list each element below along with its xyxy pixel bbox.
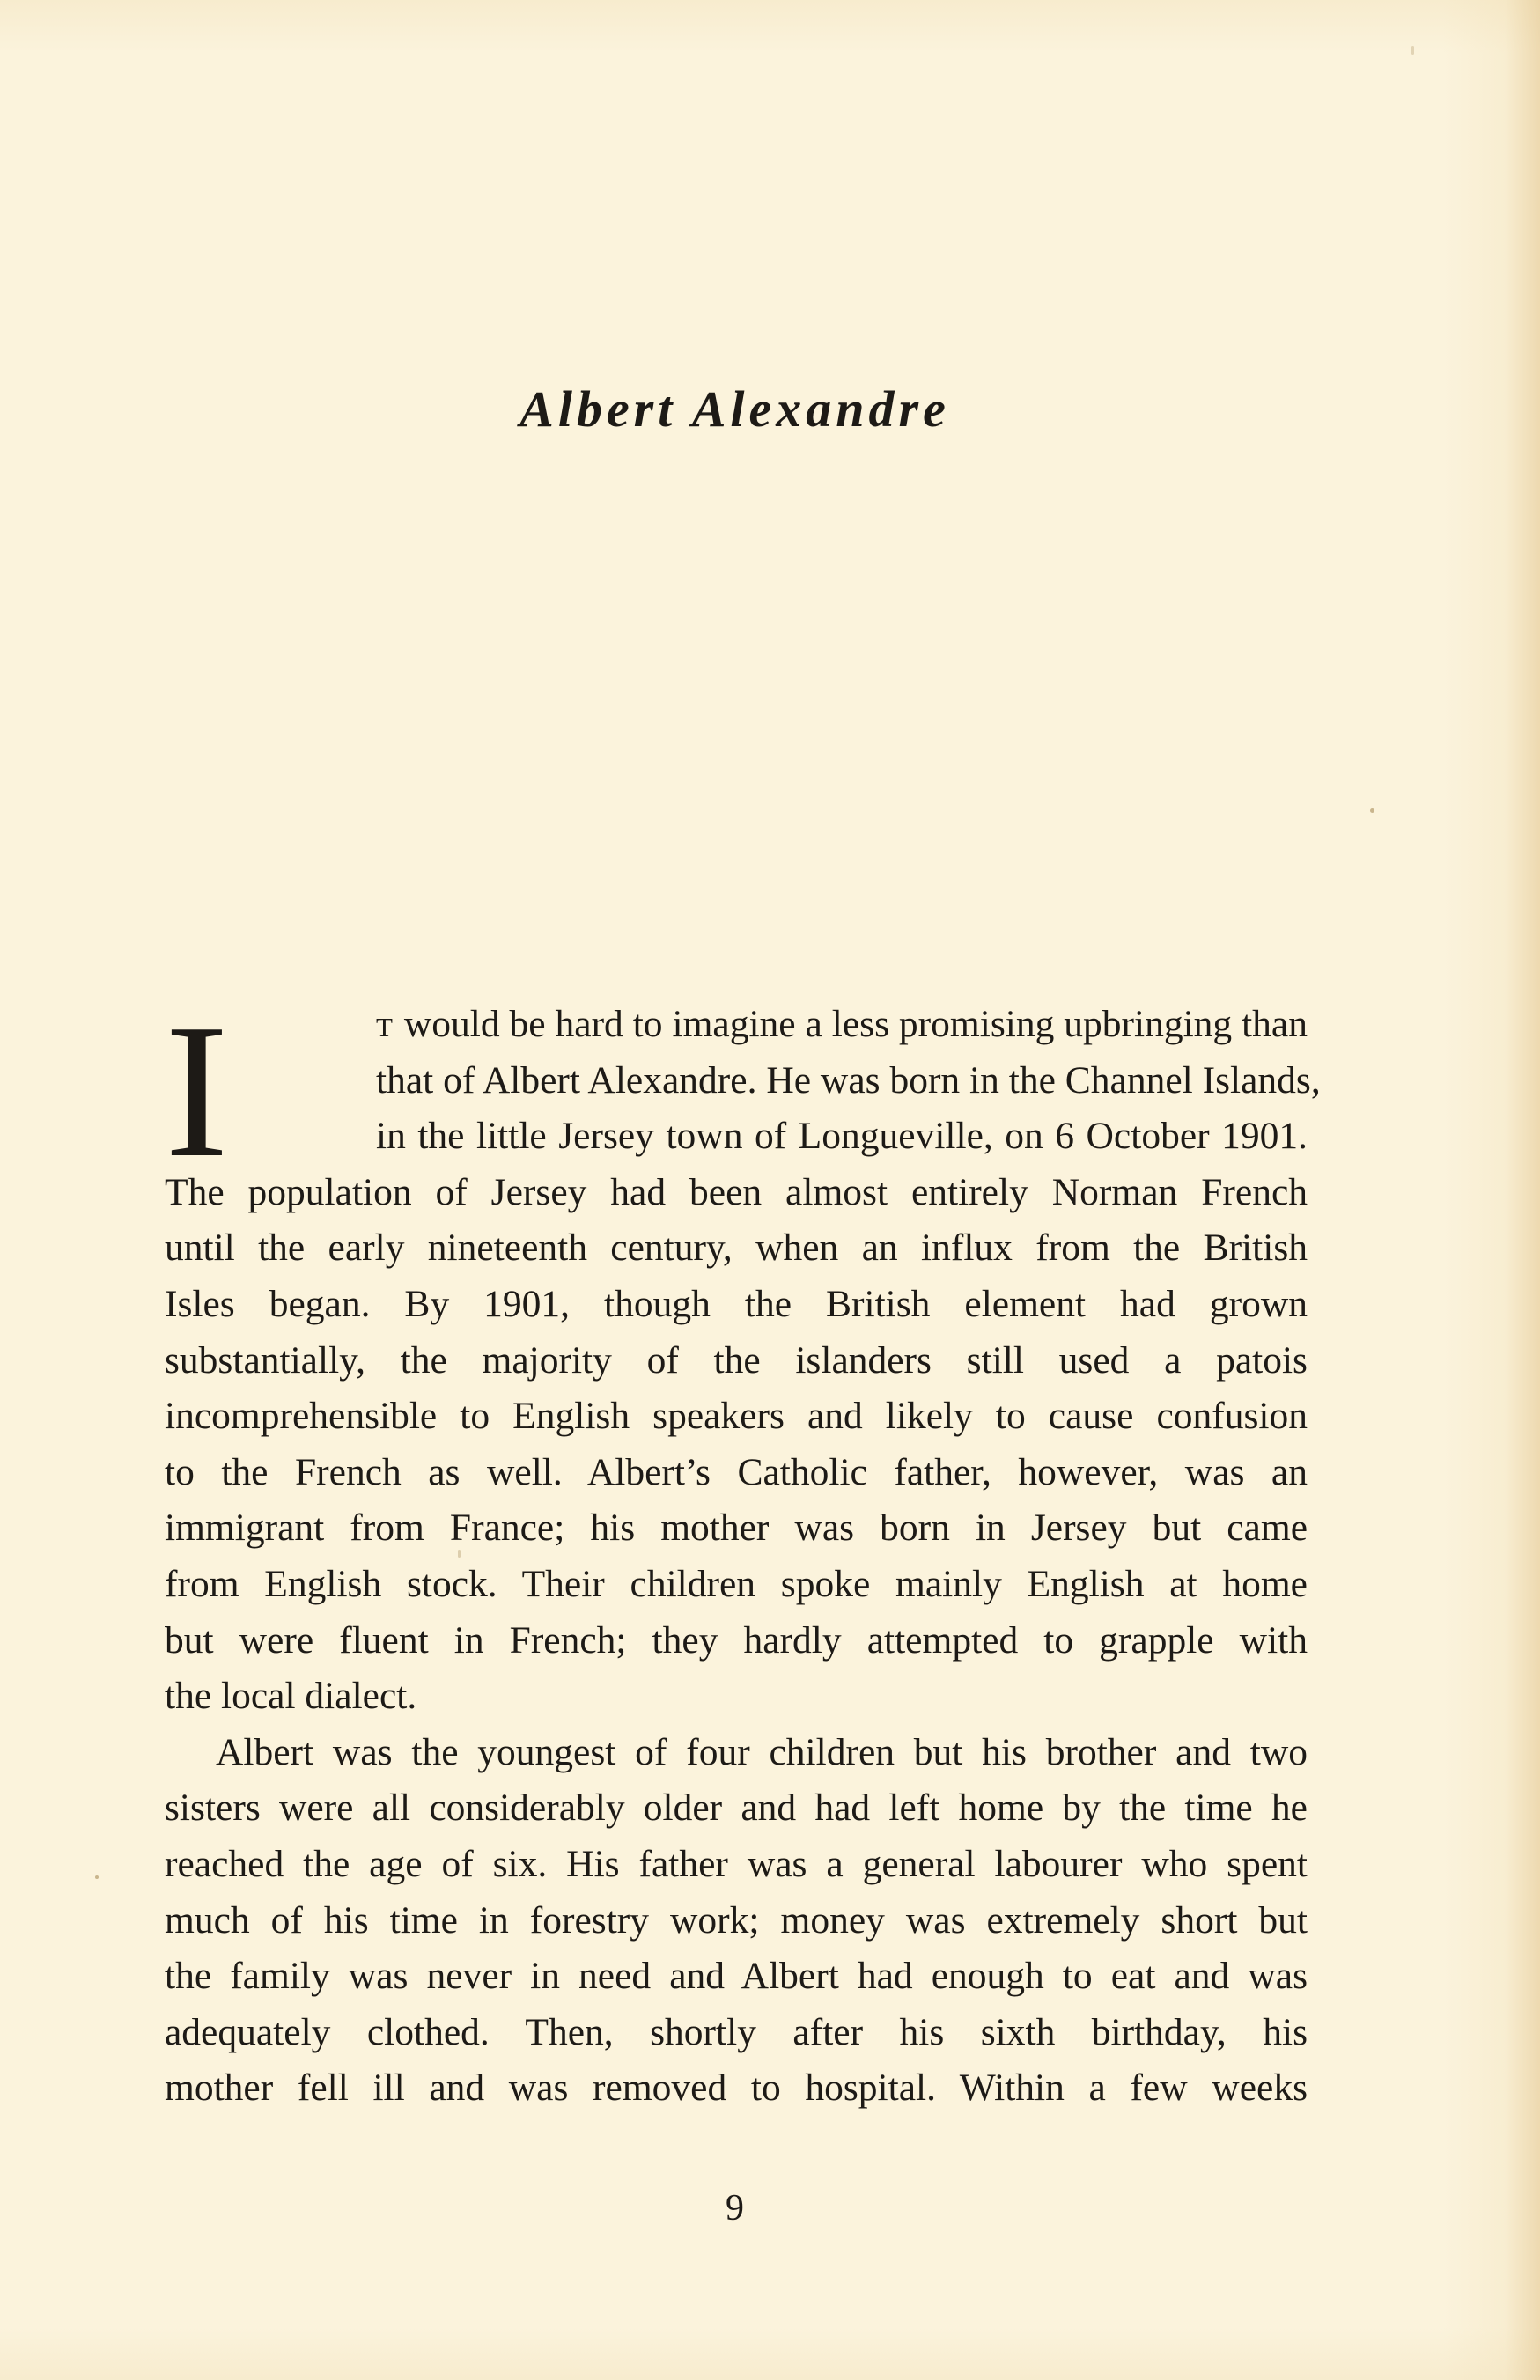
text-line: Isles began. By 1901, though the British element had grown (165, 1282, 1308, 1325)
page-number: 9 (726, 2188, 744, 2229)
text-line-paragraph-start: Albert was the youngest of four children but his brother and two (216, 1730, 1308, 1773)
text-line: immigrant from France; his mother was born in Jersey but came (165, 1507, 1308, 1550)
text-line: that of Albert Alexandre. He was born in the Channel Islands, (376, 1058, 1321, 1102)
line-text: would be hard to imagine a less promising upbringing than (394, 1003, 1308, 1045)
text-line: The population of Jersey had been almost entirely Norman French (165, 1170, 1308, 1213)
text-line: mother fell ill and was removed to hospital. Within a few weeks (165, 2067, 1308, 2110)
text-line: until the early nineteenth century, when an influx from the British (165, 1227, 1308, 1270)
text-line: sisters were all considerably older and had left home by the time he (165, 1787, 1308, 1830)
text-line: from English stock. Their children spoke mainly English at home (165, 1562, 1308, 1605)
text-line: substantially, the majority of the islanders still used a patois (165, 1338, 1308, 1382)
chapter-title: Albert Alexandre (519, 380, 950, 438)
text-line: adequately clothed. Then, shortly after his sixth birthday, his (165, 2010, 1308, 2053)
text-line: to the French as well. Albert’s Catholic father, however, was an (165, 1450, 1308, 1493)
small-caps-first-word: T (376, 1012, 394, 1043)
paper-speck (1411, 46, 1414, 55)
text-line (165, 997, 1308, 1053)
text-line: much of his time in forestry work; money was extremely short but (165, 1898, 1308, 1942)
text-line: incomprehensible to English speakers and likely to cause confusion (165, 1395, 1308, 1438)
drop-cap: I (165, 985, 229, 1197)
paper-speck (1370, 808, 1374, 813)
paper-speck (95, 1875, 99, 1879)
text-line: in the little Jersey town of Longueville, on 6 October 1901. (376, 1115, 1308, 1158)
text-line: reached the age of six. His father was a general labourer who spent (165, 1842, 1308, 1885)
paper-speck (458, 1550, 461, 1558)
body-text (165, 985, 1321, 2117)
text-line: the family was never in need and Albert had enough to eat and was (165, 1955, 1308, 1998)
text-line: the local dialect. (165, 1675, 417, 1718)
text-line: but were fluent in French; they hardly attempted to grapple with (165, 1618, 1308, 1662)
